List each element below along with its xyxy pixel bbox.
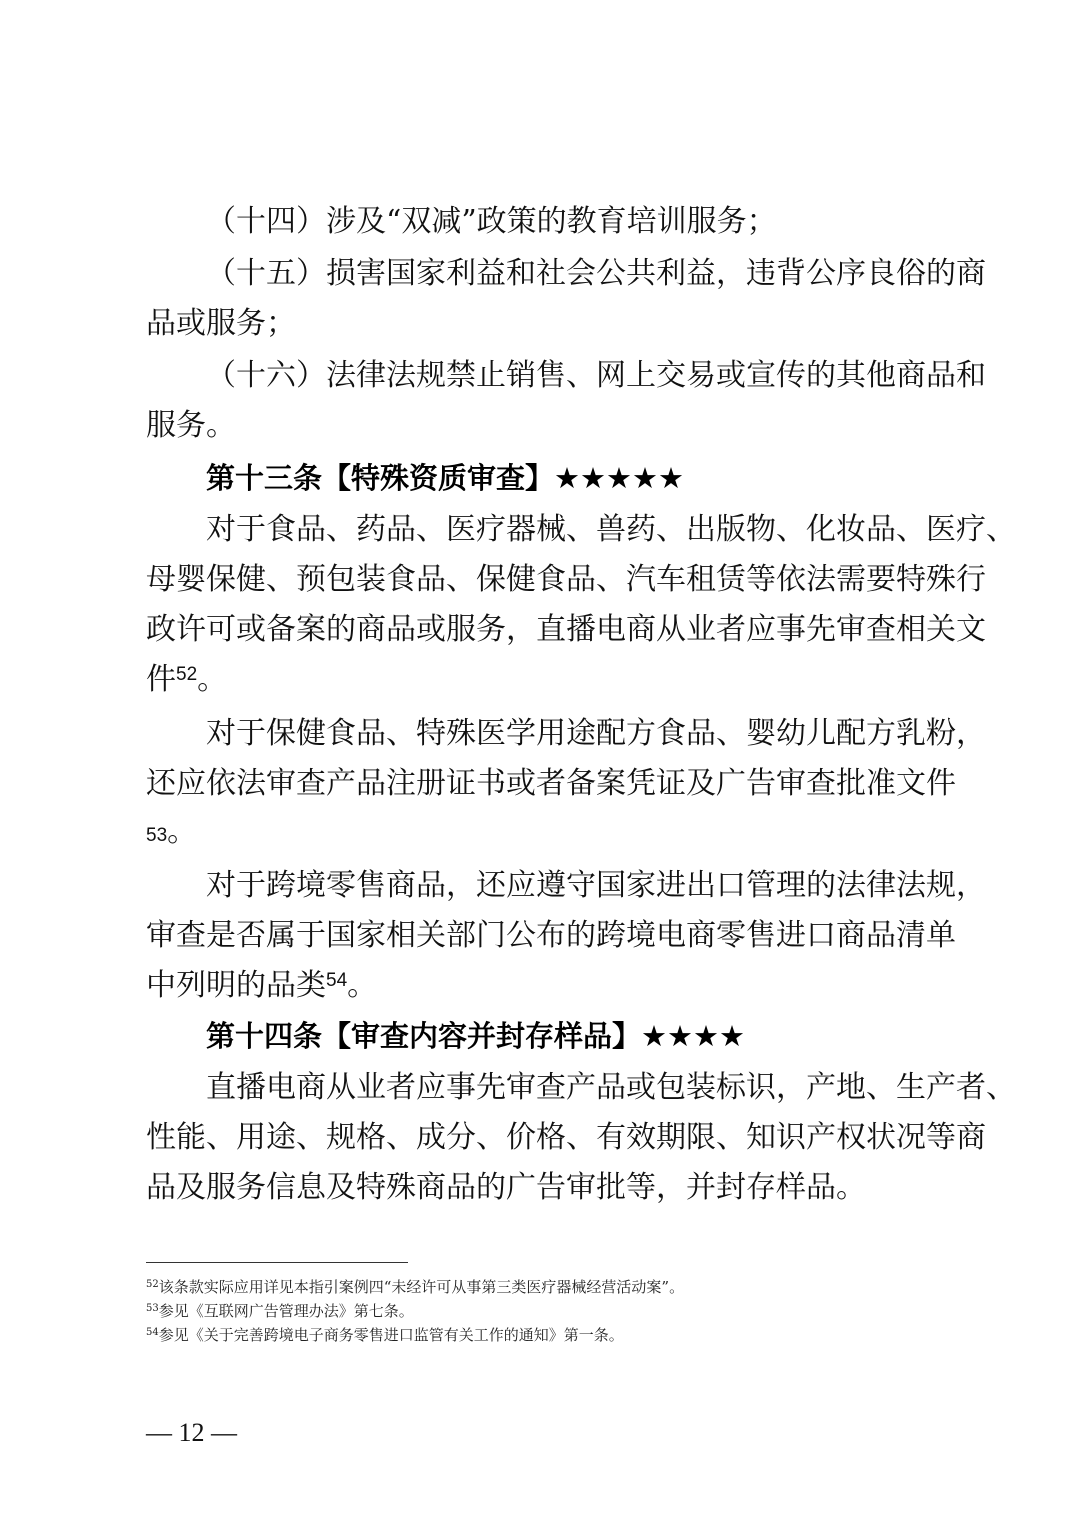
paragraph-4-line2: 性能、用途、规格、成分、价格、有效期限、知识产权状况等商 <box>146 1120 986 1155</box>
paragraph-1-line4 <box>146 658 227 702</box>
list-item-15-line2: 品或服务； <box>146 306 296 341</box>
list-item-14: （十四）涉及“双减”政策的教育培训服务； <box>206 204 777 239</box>
paragraph-1-line2: 母婴保健、预包装食品、保健食品、汽车租赁等依法需要特殊行 <box>146 562 986 597</box>
paragraph-2-line1: 对于保健食品、特殊医学用途配方食品、婴幼儿配方乳粉， <box>206 716 986 751</box>
footnote-separator <box>146 1262 408 1263</box>
footnote-ref-52: 52 <box>176 664 198 685</box>
footnote-text: 参见《互联网广告管理办法》第七条。 <box>158 1302 414 1320</box>
paragraph-2-period: 。 <box>167 814 198 849</box>
footnote-number: 52 <box>146 1279 159 1290</box>
paragraph-1-line3: 政许可或备案的商品或服务，直播电商从业者应事先审查相关文 <box>146 612 986 647</box>
paragraph-3-line1: 对于跨境零售商品，还应遵守国家进出口管理的法律法规， <box>206 868 986 903</box>
footnote-number: 53 <box>146 1303 159 1314</box>
paragraph-4-line1: 直播电商从业者应事先审查产品或包装标识，产地、生产者、 <box>206 1070 1016 1105</box>
paragraph-3-period: 。 <box>347 968 378 1003</box>
footnote-text: 该条款实际应用详见本指引案例四“未经许可从事第三类医疗器械经营活动案”。 <box>158 1278 685 1296</box>
footnote-52 <box>146 1276 684 1298</box>
footnote-ref-53: 53 <box>146 825 168 846</box>
page-number: — 12 — <box>146 1418 237 1447</box>
paragraph-1-text-end: 件 <box>146 662 176 697</box>
paragraph-1-line1: 对于食品、药品、医疗器械、兽药、出版物、化妆品、医疗、 <box>206 512 1016 547</box>
article-13-heading: 第十三条【特殊资质审查】★★★★★ <box>206 461 684 495</box>
footnote-number: 54 <box>146 1327 159 1338</box>
paragraph-3-line2: 审查是否属于国家相关部门公布的跨境电商零售进口商品清单 <box>146 918 956 953</box>
paragraph-1-period: 。 <box>197 662 228 697</box>
paragraph-3-text-end: 中列明的品类 <box>146 968 326 1003</box>
footnote-54 <box>146 1324 624 1346</box>
article-14-heading: 第十四条【审查内容并封存样品】★★★★ <box>206 1019 745 1053</box>
footnote-53 <box>146 1300 414 1322</box>
footnote-ref-54: 54 <box>326 970 348 991</box>
list-item-15-line1: （十五）损害国家利益和社会公共利益，违背公序良俗的商 <box>206 256 986 291</box>
paragraph-2-line2: 还应依法审查产品注册证书或者备案凭证及广告审查批准文件 <box>146 766 956 801</box>
list-item-16-line2: 服务。 <box>146 408 236 443</box>
list-item-16-line1: （十六）法律法规禁止销售、网上交易或宣传的其他商品和 <box>206 358 986 393</box>
paragraph-3-line3 <box>146 964 377 1008</box>
paragraph-2-line3 <box>146 810 197 858</box>
footnote-text: 参见《关于完善跨境电子商务零售进口监管有关工作的通知》第一条。 <box>158 1326 624 1344</box>
paragraph-4-line3: 品及服务信息及特殊商品的广告审批等，并封存样品。 <box>146 1170 866 1205</box>
